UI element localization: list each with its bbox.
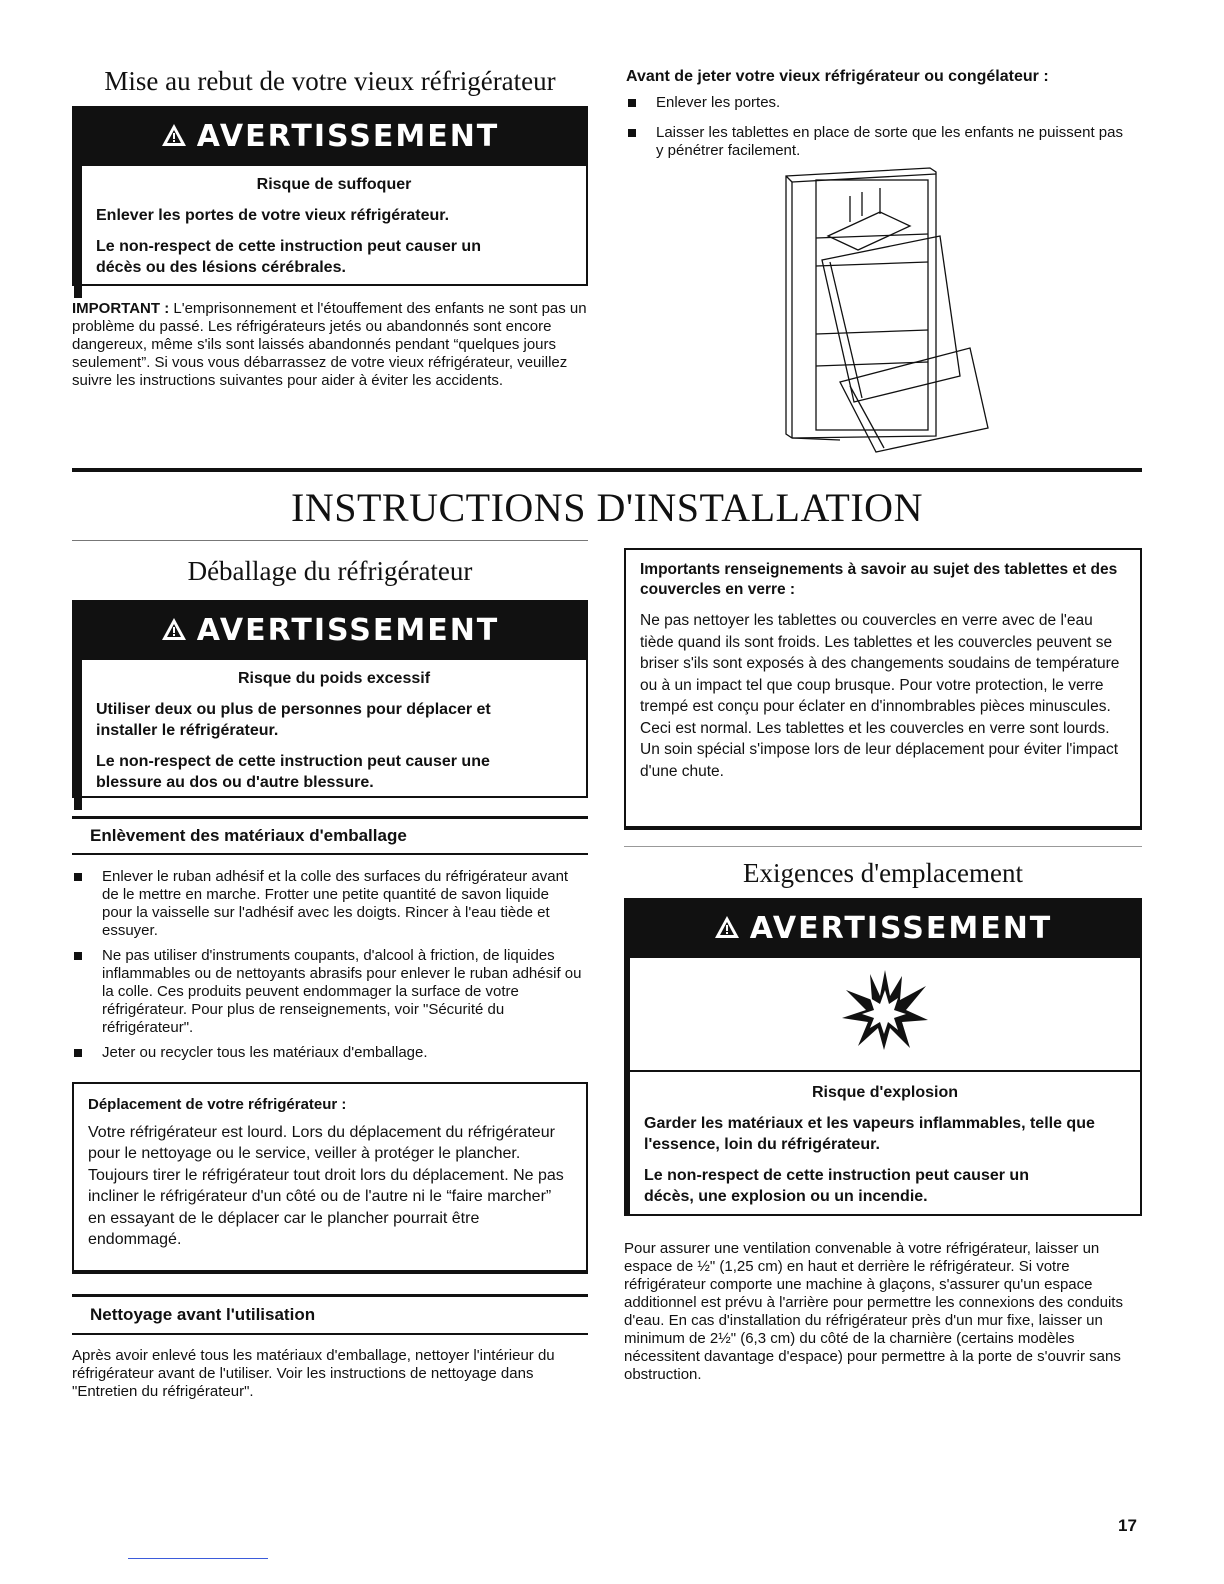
- warning-label: AVERTISSEMENT: [196, 613, 500, 648]
- cleaning-rule-top: [72, 1294, 588, 1297]
- warning-header: [74, 602, 586, 660]
- before-disposal-title: Avant de jeter votre vieux réfrigérateur ou congélateur :: [626, 68, 1049, 85]
- moving-text: Votre réfrigérateur est lourd. Lors du déplacement du réfrigérateur pour le nettoyage ou le service, veiller à protéger le plancher. Toujours tirer le réfrigérateur tout droit lors du déplacement. Ne pas incliner le réfrigérateur d'un côté ou de l'autre ni le “faire marcher” en essayant de le déplacer car le plancher pourrait être endommagé.: [88, 1123, 564, 1248]
- unpacking-title: Déballage du réfrigérateur: [187, 556, 473, 586]
- explosion-icon-panel: [626, 958, 1140, 1072]
- warning-consequence: Le non-respect de cette instruction peut causer une blessure au dos ou d'autre blessure.: [96, 753, 490, 791]
- warning-triangle-icon: [714, 901, 740, 959]
- glass-text: Ne pas nettoyer les tablettes ou couvercles en verre avec de l'eau tiède quand ils sont froids. Les tablettes et les couvercles peuvent se briser s'ils sont exposés à des changements soudains de température ou à un impact tel que coup brusque. Pour votre protection, le verre trempé est conçu pour éclater en d'innombrables pièces minuscules. Ceci est normal. Les tablettes et les couvercles en verre sont lourds. Un soin spécial s'impose lors de leur déplacement pour éviter l'impact d'une chute.: [640, 612, 1120, 780]
- before-disposal-list: [626, 94, 1126, 167]
- important-label: IMPORTANT :: [72, 300, 170, 317]
- main-title-rule: [72, 468, 1142, 472]
- refrigerator-doors-removed-illustration: [780, 166, 990, 456]
- list-item: Enlever les portes.: [626, 94, 1126, 112]
- glass-info-box: [624, 548, 1142, 830]
- removal-list: [72, 868, 582, 1069]
- warning-header: [626, 900, 1140, 958]
- cleaning-heading: Nettoyage avant l'utilisation: [90, 1305, 316, 1324]
- weight-warning-box: [72, 600, 588, 798]
- cleaning-text: Après avoir enlevé tous les matériaux d'emballage, nettoyer l'intérieur du réfrigérateur avant de l'utiliser. Voir les instructions de nettoyage dans "Entretien du réfrigérateur".: [72, 1347, 555, 1400]
- warning-instruction: Garder les matériaux et les vapeurs inflammables, telle que l'essence, loin du réfrigérateur.: [644, 1115, 1095, 1153]
- warning-consequence: Le non-respect de cette instruction peut causer un décès, une explosion ou un incendie.: [644, 1167, 1029, 1205]
- list-item: Enlever le ruban adhésif et la colle des surfaces du réfrigérateur avant de le mettre en marche. Frotter une petite quantité de savon liquide pour la vaisselle sur l'adhésif avec les doigts. Rincer à l'eau tiède et essuyer.: [72, 868, 582, 940]
- footer-link-line: [128, 1558, 268, 1559]
- main-title: INSTRUCTIONS D'INSTALLATION: [291, 485, 923, 530]
- warning-risk: Risque de suffoquer: [256, 176, 412, 193]
- glass-title: Importants renseignements à savoir au sujet des tablettes et des couvercles en verre :: [640, 561, 1118, 598]
- disposal-title: Mise au rebut de votre vieux réfrigérateur: [104, 66, 556, 96]
- removal-rule-top: [72, 816, 588, 819]
- explosion-icon: [840, 968, 930, 1052]
- location-title: Exigences d'emplacement: [743, 858, 1023, 888]
- warning-header: [74, 108, 586, 166]
- warning-consequence: Le non-respect de cette instruction peut causer un décès ou des lésions cérébrales.: [96, 238, 481, 276]
- warning-label: AVERTISSEMENT: [196, 119, 500, 154]
- location-text: Pour assurer une ventilation convenable à votre réfrigérateur, laisser un espace de ½" (1,25 cm) en haut et derrière le réfrigérateur. Si votre réfrigérateur comporte une machine à glaçons, s'assurer qu'un espace additionnel est prévu à l'arrière pour permettre les connexions des conduits d'eau. En cas d'installation du réfrigérateur près d'un mur fixe, laisser un minimum de 2½" (6,3 cm) du côté de la charnière (certains modèles nécessitent davantage d'espace) pour permettre à la porte de s'ouvrir sans obstruction.: [624, 1240, 1123, 1383]
- removal-heading: Enlèvement des matériaux d'emballage: [90, 826, 407, 845]
- warning-risk: Risque d'explosion: [811, 1084, 959, 1101]
- removal-rule-bottom: [72, 853, 588, 855]
- list-item: Laisser les tablettes en place de sorte que les enfants ne puissent pas y pénétrer facilement.: [626, 124, 1126, 160]
- location-rule: [624, 846, 1142, 847]
- unpacking-rule: [72, 540, 588, 541]
- warning-triangle-icon: [161, 603, 187, 661]
- list-item: Ne pas utiliser d'instruments coupants, d'alcool à friction, de liquides inflammables ou de nettoyants abrasifs pour enlever le ruban adhésif ou la colle. Ces produits peuvent endommager la surface de votre réfrigérateur. Pour plus de renseignements, voir "Sécurité du réfrigérateur".: [72, 947, 582, 1037]
- important-text: L'emprisonnement et l'étouffement des enfants ne sont pas un problème du passé. Les réfrigérateurs jetés ou abandonnés sont encore dangereux, même s'ils sont laissés abandonnés pendant “quelques jours seulement”. Si vous vous débarrassez de votre vieux réfrigérateur, veuillez suivre les instructions suivantes pour aider à éviter les accidents.: [72, 300, 587, 389]
- warning-instruction: Enlever les portes de votre vieux réfrigérateur.: [96, 207, 450, 224]
- moving-title: Déplacement de votre réfrigérateur :: [88, 1096, 347, 1113]
- list-item: Jeter ou recycler tous les matériaux d'emballage.: [72, 1044, 582, 1062]
- warning-risk: Risque du poids excessif: [237, 670, 431, 687]
- warning-instruction: Utiliser deux ou plus de personnes pour déplacer et installer le réfrigérateur.: [96, 701, 491, 739]
- warning-label: AVERTISSEMENT: [749, 911, 1053, 946]
- explosion-warning-box: [624, 898, 1142, 1216]
- moving-info-box: [72, 1082, 588, 1274]
- warning-triangle-icon: [161, 109, 187, 167]
- suffocation-warning-box: [72, 106, 588, 286]
- important-paragraph: [72, 300, 588, 390]
- page-number: 17: [1118, 1516, 1137, 1535]
- cleaning-rule-bottom: [72, 1333, 588, 1335]
